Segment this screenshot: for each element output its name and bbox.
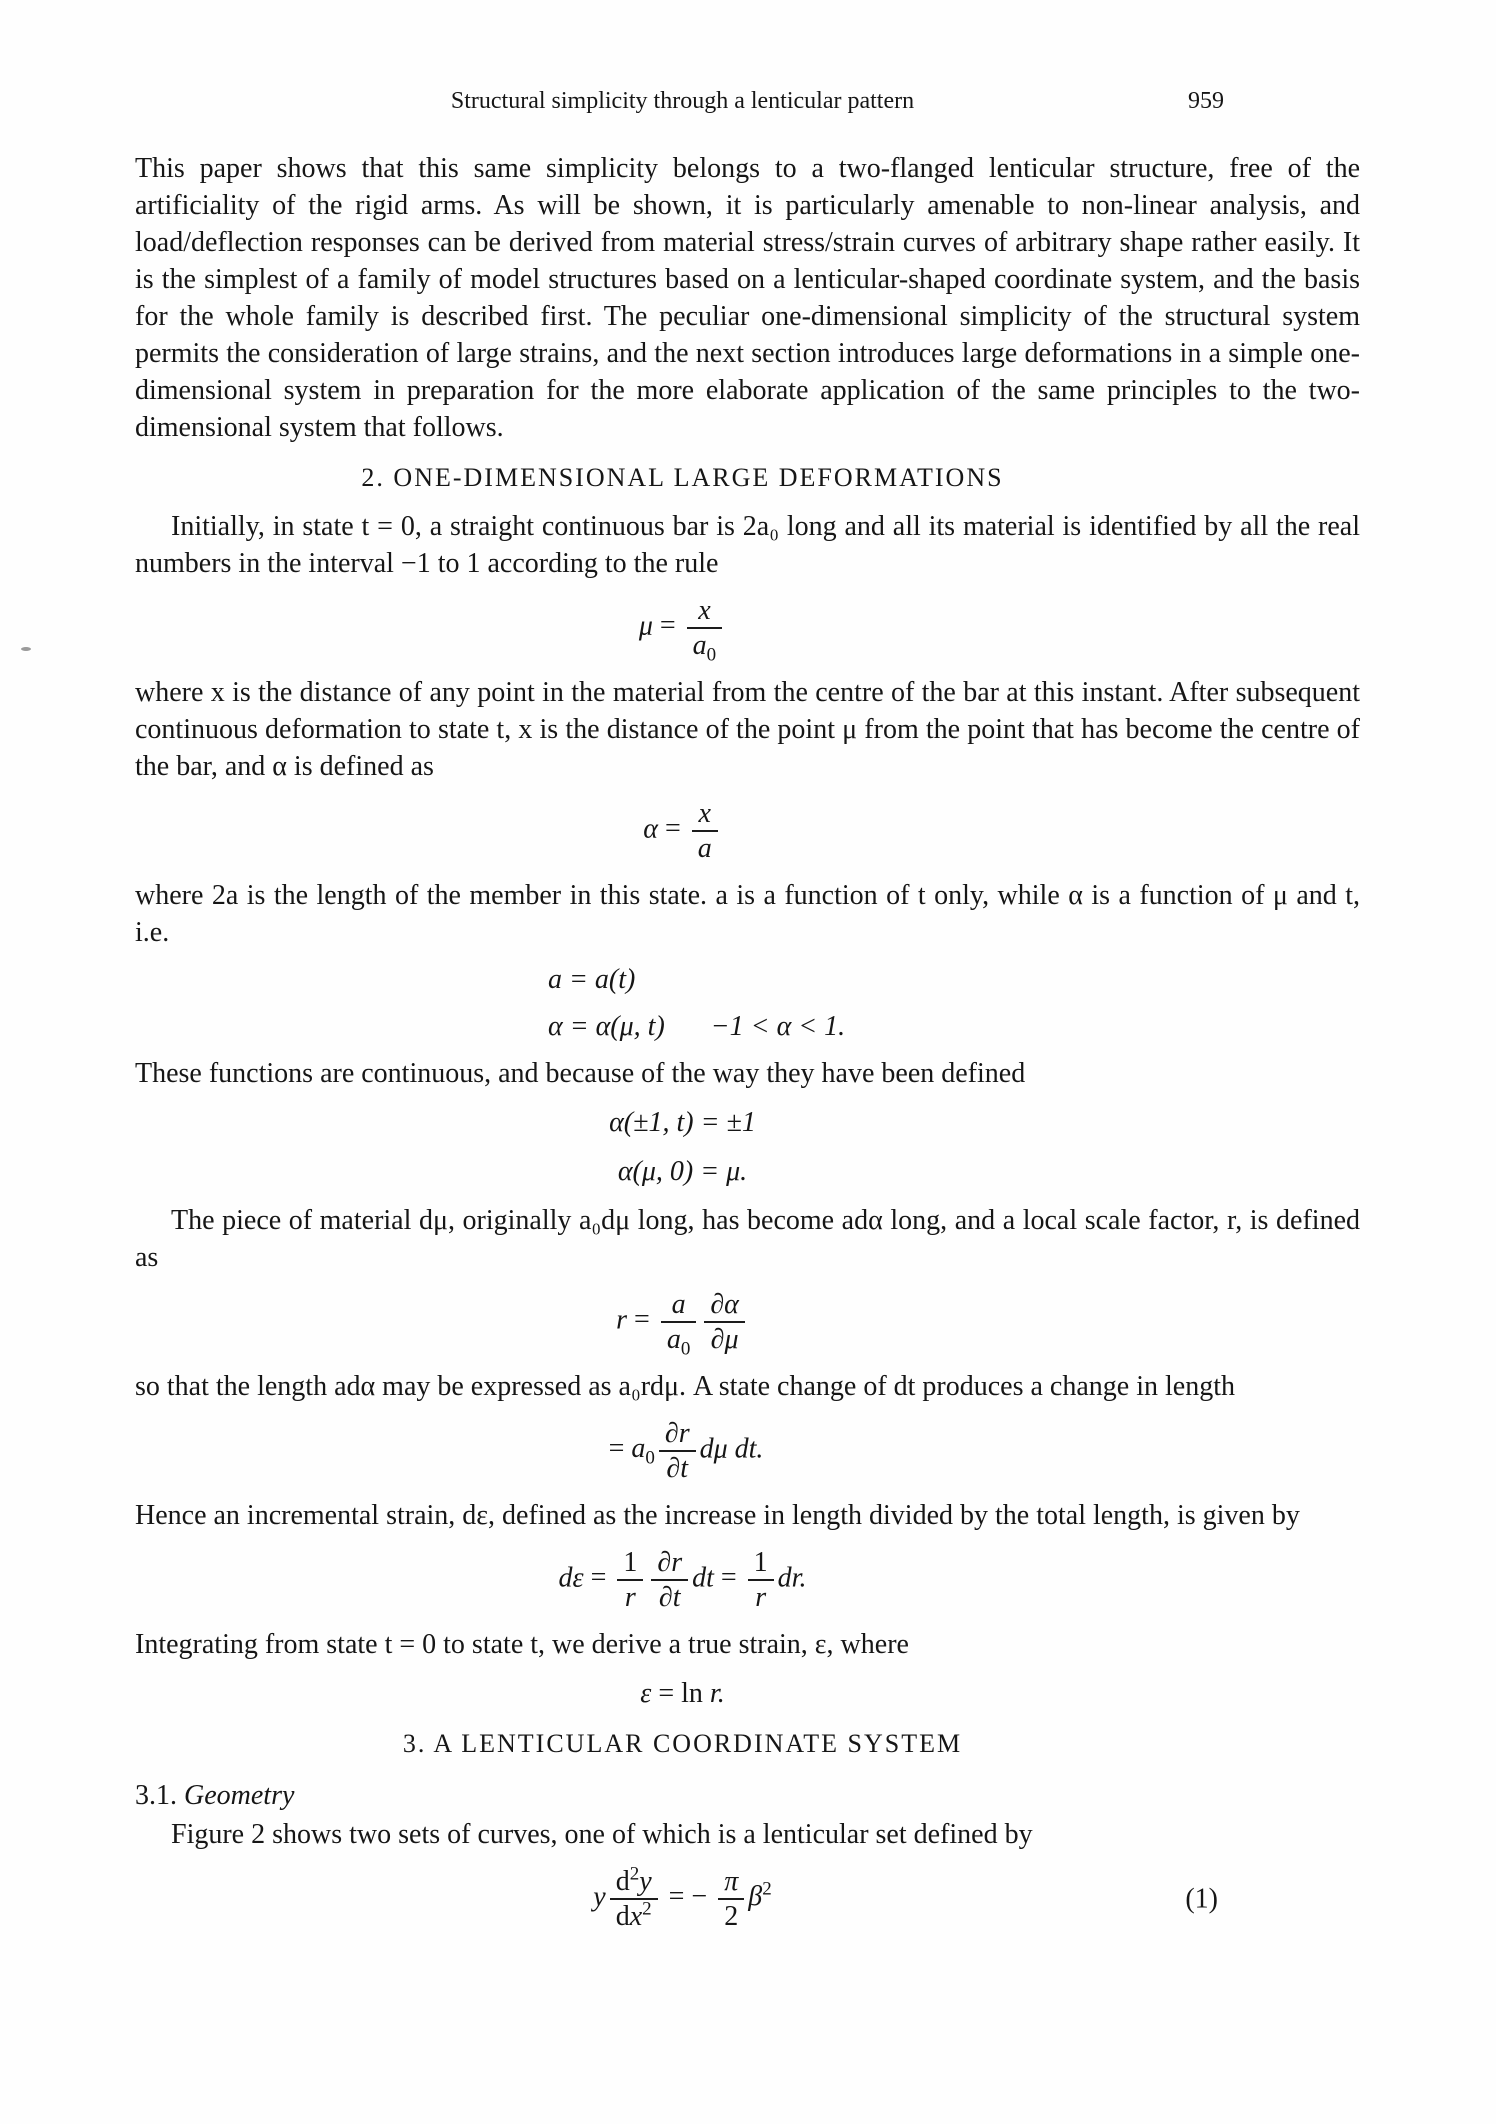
math-expression: α(±1, t) = ±1	[609, 1107, 756, 1138]
subsection-heading-3-1	[135, 1777, 1360, 1814]
equation-alpha-initial	[135, 1153, 1360, 1190]
equation-true-strain	[135, 1675, 1360, 1712]
math-variable: dε	[558, 1562, 584, 1594]
subscript: 0	[706, 644, 717, 666]
fraction	[659, 1417, 696, 1485]
paragraph-figure-2: Figure 2 shows two sets of curves, one of which is a lenticular set defined by	[171, 1819, 1033, 1850]
paragraph-these-functions: These functions are continuous, and because of the way they have been defined	[135, 1058, 1026, 1089]
fraction	[704, 1288, 745, 1356]
page-header	[135, 86, 1360, 116]
math-variable: ε	[640, 1678, 652, 1709]
math-variable: β	[748, 1881, 763, 1913]
fraction-numerator: π	[724, 1866, 739, 1897]
math-expression: α = α(μ, t)	[548, 1011, 665, 1042]
superscript: 2	[629, 1863, 640, 1885]
fraction	[718, 1865, 744, 1933]
superscript: 2	[642, 1898, 652, 1920]
fraction	[651, 1546, 688, 1614]
equals-sign: =	[720, 1562, 737, 1594]
section-heading-2: 2. ONE-DIMENSIONAL LARGE DEFORMATIONS	[361, 463, 1004, 492]
subscript: 0	[645, 1448, 655, 1470]
equation-length-change	[135, 1417, 1360, 1485]
equals-sign: =	[608, 1433, 625, 1465]
fraction-denominator	[687, 627, 723, 666]
fraction	[692, 797, 718, 865]
math-variable: α	[643, 813, 658, 845]
equation-alpha-boundary	[135, 1104, 1360, 1141]
math-variable: μ	[638, 610, 653, 642]
equation-a-of-t	[135, 961, 1360, 998]
subsection-title: Geometry	[184, 1780, 295, 1811]
fraction-denominator: r	[748, 1579, 774, 1614]
math-expression: a = a(t)	[548, 964, 636, 995]
equals-sign: =	[659, 610, 676, 642]
equation-alpha-of-mu-t	[135, 1008, 1360, 1045]
differential-d: d	[615, 1901, 630, 1932]
running-title: Structural simplicity through a lenticular pattern	[450, 88, 915, 114]
math-condition: −1 < α < 1.	[710, 1011, 846, 1042]
fraction-numerator: x	[698, 595, 711, 626]
fraction	[661, 1288, 697, 1360]
math-variable: a	[631, 1433, 646, 1465]
fraction-denominator: 2	[718, 1898, 744, 1933]
fraction-numerator: ∂r	[657, 1547, 683, 1578]
paragraph-so-that: so that the length adα may be expressed as a₀rdμ. A state change of dt produces a change in length	[135, 1371, 1235, 1402]
fraction-numerator: x	[698, 798, 711, 829]
superscript: 2	[762, 1879, 772, 1901]
subscript: 0	[680, 1338, 691, 1360]
fraction-denominator	[610, 1898, 658, 1933]
page-body	[135, 150, 1360, 1945]
scan-artifact	[21, 647, 31, 651]
math-term	[748, 1881, 771, 1912]
math-variable: a	[666, 1324, 681, 1355]
equals-sign: =	[664, 813, 681, 845]
fraction	[610, 1865, 658, 1933]
differential-d: d	[615, 1866, 630, 1897]
equals-sign: =	[590, 1562, 607, 1594]
math-variable: r.	[709, 1678, 725, 1709]
equals-minus-sign: = −	[668, 1881, 708, 1913]
fraction-denominator: r	[617, 1579, 643, 1614]
fraction-denominator: ∂t	[651, 1579, 688, 1614]
equation-incremental-strain	[135, 1546, 1360, 1614]
page-number: 959	[1188, 88, 1224, 114]
paragraph-hence-strain: Hence an incremental strain, dε, defined as the increase in length divided by the total length, is given by	[135, 1500, 1300, 1531]
math-expression: α(μ, 0) = μ.	[617, 1156, 748, 1187]
math-coefficient: y	[593, 1881, 606, 1913]
paragraph-initial-state: Initially, in state t = 0, a straight continuous bar is 2a₀ long and all its material is identified by all the real numbers in the interval −1 to 1 according to the rule	[135, 511, 1360, 579]
math-trail: dμ dt.	[699, 1433, 764, 1465]
math-variable: a	[692, 630, 707, 661]
equals-sign: =	[658, 1678, 675, 1709]
fraction	[617, 1546, 643, 1614]
fraction-denominator	[661, 1321, 697, 1360]
fraction-numerator: 1	[623, 1547, 638, 1578]
math-variable: x	[629, 1901, 643, 1932]
paragraph-piece-of-material: The piece of material dμ, originally a₀dμ long, has become adα long, and a local scale factor, r, is defined as	[135, 1205, 1360, 1273]
paragraph-integrating: Integrating from state t = 0 to state t, we derive a true strain, ε, where	[135, 1629, 909, 1660]
fraction-numerator: ∂α	[710, 1289, 739, 1320]
math-variable: r	[616, 1304, 628, 1336]
equation-lenticular-set	[135, 1865, 1360, 1933]
equals-sign: =	[634, 1304, 650, 1336]
equation-alpha-definition	[135, 797, 1360, 865]
fraction	[748, 1546, 774, 1614]
fraction-denominator: ∂t	[659, 1450, 696, 1485]
fraction-numerator: ∂r	[664, 1418, 690, 1449]
equation-mu-definition	[135, 594, 1360, 666]
math-operator: ln	[681, 1678, 703, 1709]
math-differential: dt	[692, 1562, 714, 1594]
fraction-numerator: 1	[753, 1547, 768, 1578]
fraction-numerator	[610, 1865, 658, 1898]
fraction-numerator: a	[671, 1289, 686, 1320]
fraction	[687, 594, 723, 666]
equation-scale-factor	[135, 1288, 1360, 1360]
math-coefficient	[631, 1433, 655, 1470]
math-variable: y	[639, 1866, 652, 1897]
subsection-number: 3.1.	[135, 1780, 177, 1811]
fraction-denominator: a	[692, 830, 718, 865]
paragraph-where-2a: where 2a is the length of the member in this state. a is a function of t only, while α is a function of μ and t, i.e.	[135, 880, 1360, 948]
fraction-denominator: ∂μ	[704, 1321, 745, 1356]
paragraph-where-x: where x is the distance of any point in the material from the centre of the bar at this instant. After subsequent continuous deformation to state t, x is the distance of the point μ from the point that has become the centre of the bar, and α is defined as	[135, 677, 1360, 782]
equation-number: (1)	[1185, 1883, 1218, 1915]
paragraph-intro: This paper shows that this same simplicity belongs to a two-flanged lenticular structure, free of the artificiality of the rigid arms. As will be shown, it is particularly amenable to non-linear analysis, and load/deflection responses can be derived from material stress/strain curves of arbitrary shape rather easily. It is the simplest of a family of model structures based on a lenticular-shaped coordinate system, and the basis for the whole family is described first. The peculiar one-dimensional simplicity of the structural system permits the consideration of large strains, and the next section introduces large deformations in a simple one-dimensional system in preparation for the more elaborate application of the same principles to the two-dimensional system that follows.	[135, 153, 1360, 443]
math-trail: dr.	[777, 1562, 807, 1594]
section-heading-3: 3. A LENTICULAR COORDINATE SYSTEM	[402, 1729, 963, 1758]
